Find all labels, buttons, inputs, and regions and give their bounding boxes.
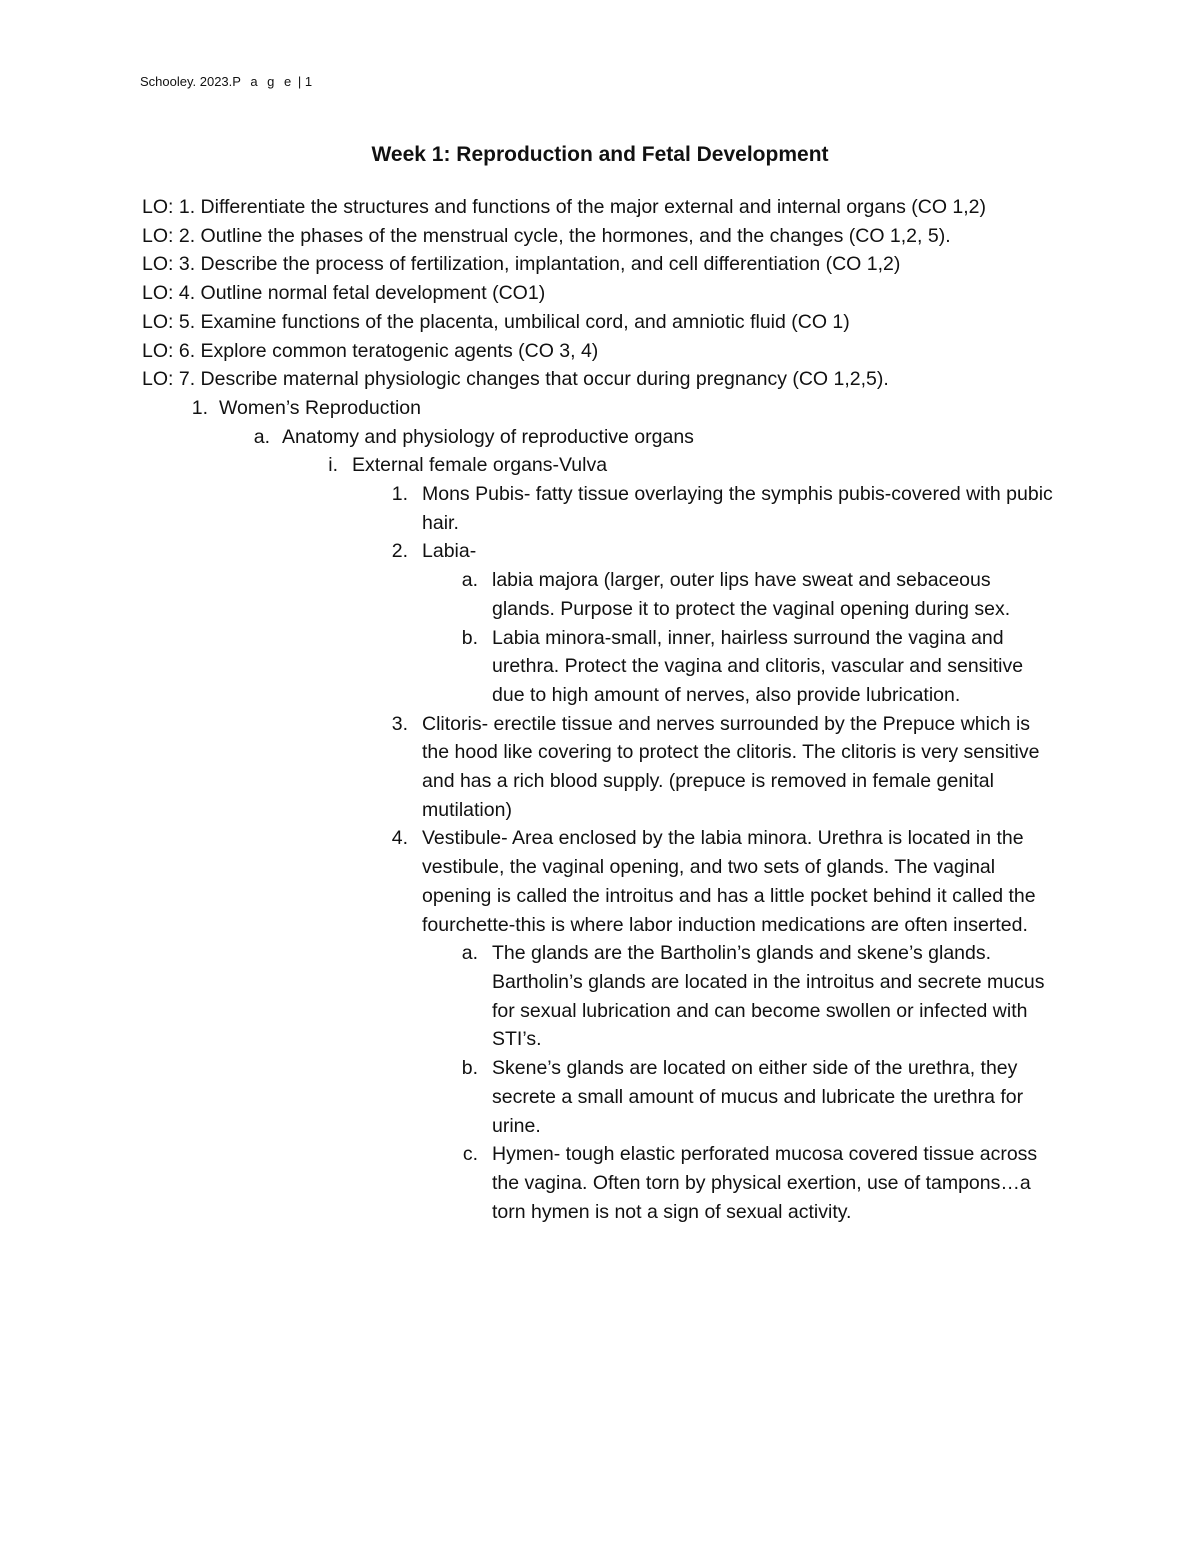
list-item-text: External female organs-Vulva [352,454,608,477]
outline-item-labia-majora [142,566,1062,623]
page-header [140,74,312,89]
list-item-text: Clitoris- erectile tissue and nerves surrounded by the Prepuce which is the hood like covering to protect the clitoris. The clitoris is very sensitive and has a rich blood supply. (prepuce is removed in female genital mutilation) [422,712,1040,821]
list-item-text: Labia minora-small, inner, hairless surround the vagina and urethra. Protect the vagina and clitoris, vascular and sensitive due to high amount of nerves, also provide lubrication. [492,626,1024,706]
outline-item-mons-pubis [142,480,1062,537]
list-item-text: The glands are the Bartholin’s glands and skene’s glands. Bartholin’s glands are located in the introitus and secrete mucus for sexual lubrication and can become swollen or infected with STI’s. [492,942,1045,1051]
header-page-number: 1 [304,74,313,89]
learning-objective-5: LO: 5. Examine functions of the placenta, umbilical cord, and amniotic fluid (CO 1) [142,310,850,333]
learning-objective-2: LO: 2. Outline the phases of the menstrual cycle, the hormones, and the changes (CO 1,2, 5). [142,224,951,247]
list-item-text: Women’s Reproduction [219,396,421,419]
learning-objective-7: LO: 7. Describe maternal physiologic changes that occur during pregnancy (CO 1,2,5). [142,368,889,391]
list-item-text: Labia- [422,540,477,563]
outline-item-labia [142,537,1062,566]
learning-objective-4: LO: 4. Outline normal fetal development (CO1) [142,282,546,305]
learning-objective-3: LO: 3. Describe the process of fertilization, implantation, and cell differentiation (CO 1,2) [142,253,901,276]
list-marker: a. [461,569,478,592]
list-item-text: Vestibule- Area enclosed by the labia minora. Urethra is located in the vestibule, the vaginal opening, and two sets of glands. The vaginal opening is called the introitus and has a little pocket behind it called the fourchette-this is where labor induction medications are often inserted. [422,827,1036,936]
header-separator: | [294,74,305,89]
list-marker: b. [461,626,478,649]
outline-item-vestibule [142,824,1062,939]
outline-item-external-organs [142,451,1062,480]
header-author-year: Schooley. 2023. [140,74,233,89]
outline-item-clitoris [142,710,1062,825]
outline-item-labia-minora [142,624,1062,710]
document-title: Week 1: Reproduction and Fetal Development [371,143,829,166]
list-marker: i. [328,454,338,477]
list-item-text: Skene’s glands are located on either side of the urethra, they secrete a small amount of mucus and lubricate the urethra for urine. [492,1057,1024,1137]
list-marker: 4. [391,827,408,850]
list-item-text: Mons Pubis- fatty tissue overlaying the symphis pubis-covered with pubic hair. [422,483,1053,534]
list-marker: a. [461,942,478,965]
list-item-text: Anatomy and physiology of reproductive organs [282,425,694,448]
learning-objective-6: LO: 6. Explore common teratogenic agents (CO 3, 4) [142,339,599,362]
outline-item-hymen [142,1140,1062,1226]
header-page-word: P a g e [232,74,295,89]
list-marker: c. [462,1143,478,1166]
outline-item-glands [142,939,1062,1054]
learning-objective-1: LO: 1. Differentiate the structures and functions of the major external and internal organs (CO 1,2) [142,196,987,218]
list-marker: 1. [391,483,408,506]
list-item-text: labia majora (larger, outer lips have sweat and sebaceous glands. Purpose it to protect the vaginal opening during sex. [492,569,1011,620]
list-marker: b. [461,1057,478,1080]
document-body [142,193,1062,1226]
list-marker: a. [253,425,270,448]
list-marker: 2. [391,540,408,563]
list-marker: 1. [191,396,208,419]
outline-item-womens-reproduction [142,394,1062,423]
list-item-text: Hymen- tough elastic perforated mucosa covered tissue across the vagina. Often torn by physical exertion, use of tampons…a torn hymen is not a sign of sexual activity. [492,1143,1038,1223]
outline-item-anatomy [142,423,1062,452]
list-marker: 3. [391,712,408,735]
outline-item-skenes-glands [142,1054,1062,1140]
